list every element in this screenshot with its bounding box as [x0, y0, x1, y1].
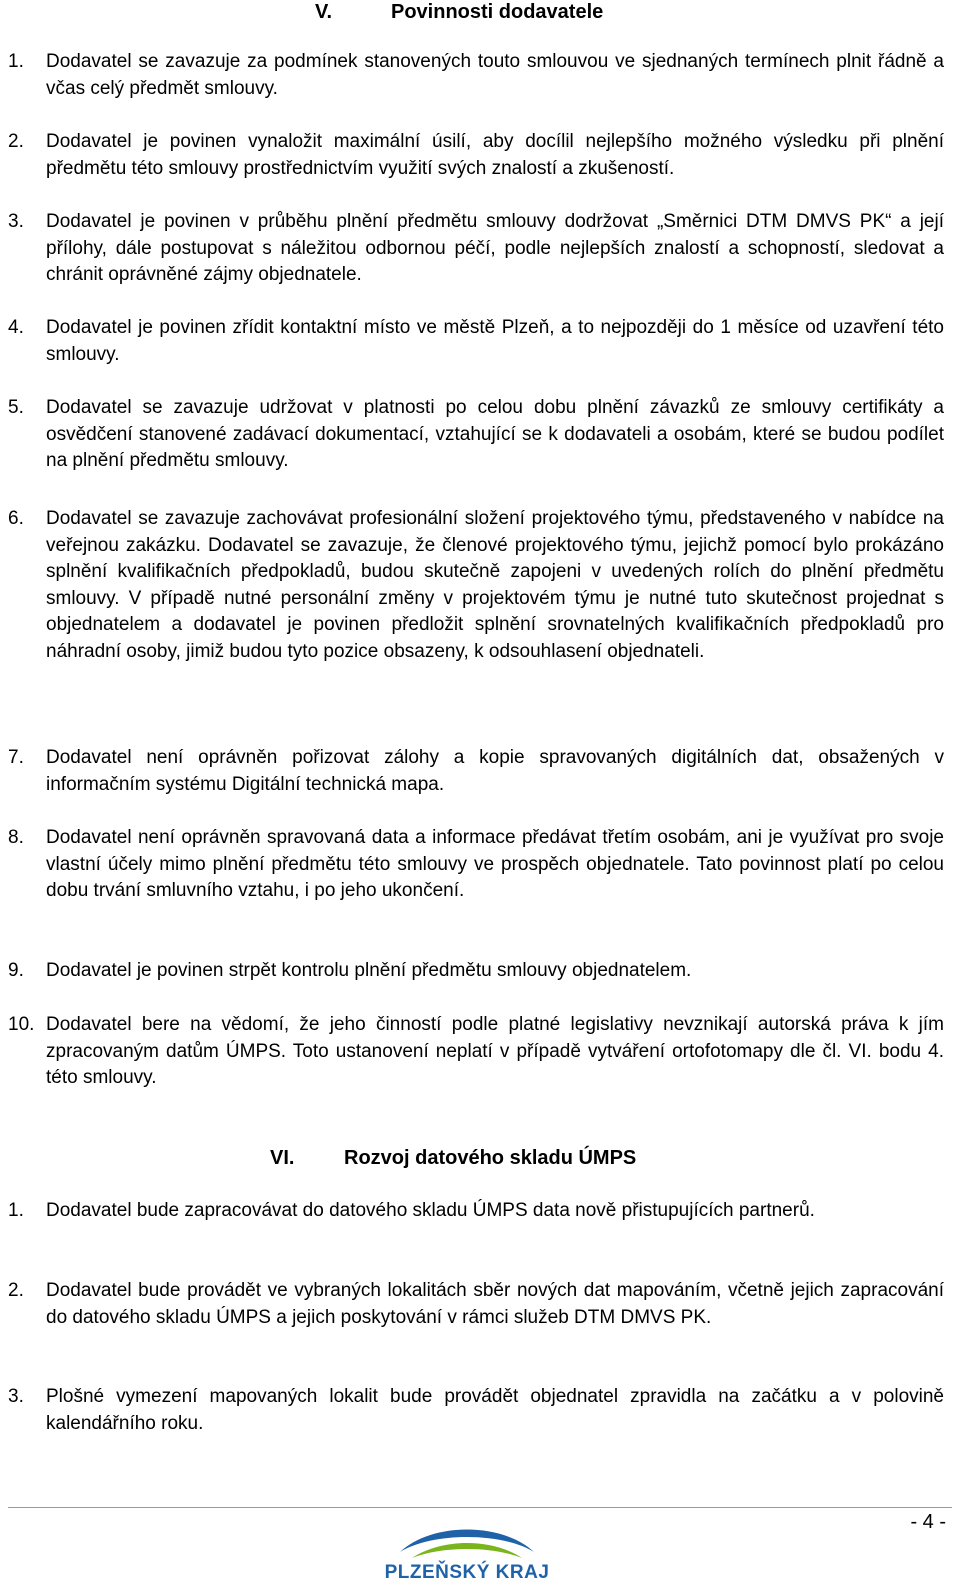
clause-number: 10. — [8, 1014, 35, 1035]
logo-text: PLZEŇSKÝ KRAJ — [384, 1562, 550, 1583]
clause-number: 1. — [8, 51, 24, 72]
clause-text: Dodavatel není oprávněn spravovaná data a informace předávat třetím osobám, ani je využívat pro svoje vlastní účely mimo plnění předmětu této smlouvy ve prospěch objednatele. Tato povinnost platí po celou dobu trvání smluvního vztahu, i po jeho ukončení. — [46, 827, 944, 901]
clause-number: 9. — [8, 960, 24, 981]
clause-text: Dodavatel se zavazuje udržovat v platnosti po celou dobu plnění závazků ze smlouvy certifikáty a osvědčení stanovené zadávací dokumentací, vztahující se k dodavateli a osobám, které se budou podílet na plnění předmětu smlouvy. — [46, 397, 944, 471]
clause-number: 4. — [8, 317, 24, 338]
clause-text: Dodavatel není oprávněn pořizovat zálohy a kopie spravovaných digitálních dat, obsažených v informačním systému Digitální technická mapa. — [46, 747, 944, 795]
clause-number: 3. — [8, 211, 24, 232]
page-number: - 4 - — [910, 1511, 946, 1533]
section-title: Povinnosti dodavatele — [391, 1, 604, 23]
clause-number: 7. — [8, 747, 24, 768]
clause-number: 5. — [8, 397, 24, 418]
clause-number: 8. — [8, 827, 24, 848]
section-title: Rozvoj datového skladu ÚMPS — [344, 1147, 637, 1169]
logo-arc-green — [412, 1543, 522, 1558]
clause-number: 1. — [8, 1200, 24, 1221]
region-emblem-icon — [372, 1518, 562, 1584]
footer-divider — [8, 1507, 952, 1508]
section-number: VI. — [270, 1147, 295, 1169]
clause-number: 2. — [8, 131, 24, 152]
clause-text: Dodavatel bude provádět ve vybraných lokalitách sběr nových dat mapováním, včetně jejich zapracování do datového skladu ÚMPS a jejich poskytování v rámci služeb DTM DMVS PK. — [46, 1280, 944, 1328]
clause-number: 6. — [8, 508, 24, 529]
clause-number: 3. — [8, 1386, 24, 1407]
plzensky-kraj-logo — [372, 1518, 562, 1584]
clause-text: Dodavatel bude zapracovávat do datového skladu ÚMPS data nově přistupujících partnerů. — [46, 1200, 815, 1221]
clause-text: Plošné vymezení mapovaných lokalit bude provádět objednatel zpravidla na začátku a v polovině kalendářního roku. — [46, 1386, 944, 1434]
clause-text: Dodavatel je povinen vynaložit maximální úsilí, aby docílil nejlepšího možného výsledku při plnění předmětu této smlouvy prostřednictvím využití svých znalostí a zkušeností. — [46, 131, 944, 179]
clause-text: Dodavatel je povinen zřídit kontaktní místo ve městě Plzeň, a to nejpozději do 1 měsíce od uzavření této smlouvy. — [46, 317, 944, 365]
section-number: V. — [315, 1, 333, 23]
clause-text: Dodavatel se zavazuje zachovávat profesionální složení projektového týmu, představeného v nabídce na veřejnou zakázku. Dodavatel se zavazuje, že členové projektového týmu, jejichž pomocí bylo prokázáno splnění kvalifikačních předpokladů, budou skutečně zapojeni v uvedených rolích do plnění předmětu smlouvy. V případě nutné personální změny v projektovém týmu je nutné tuto skutečnost projednat s objednatelem a dodavatel je povinen předložit splnění srovnatelných kvalifikačních předpokladů pro náhradní osoby, jimiž budou tyto pozice obsazeny, k odsouhlasení objednateli. — [46, 508, 944, 662]
clause-text: Dodavatel je povinen strpět kontrolu plnění předmětu smlouvy objednatelem. — [46, 960, 692, 981]
clause-text: Dodavatel se zavazuje za podmínek stanovených touto smlouvou ve sjednaných termínech plnit řádně a včas celý předmět smlouvy. — [46, 51, 944, 99]
clause-text: Dodavatel je povinen v průběhu plnění předmětu smlouvy dodržovat „Směrnici DTM DMVS PK“ a její přílohy, dále postupovat s náležitou odbornou péčí, podle nejlepších znalostí a schopností, sledovat a chránit oprávněné zájmy objednatele. — [46, 211, 944, 285]
clause-number: 2. — [8, 1280, 24, 1301]
clause-text: Dodavatel bere na vědomí, že jeho činností podle platné legislativy nevznikají autorská práva k jím zpracovaným datům ÚMPS. Toto ustanovení neplatí v případě vytváření ortofotomapy dle čl. VI. bodu 4. této smlouvy. — [46, 1014, 944, 1088]
